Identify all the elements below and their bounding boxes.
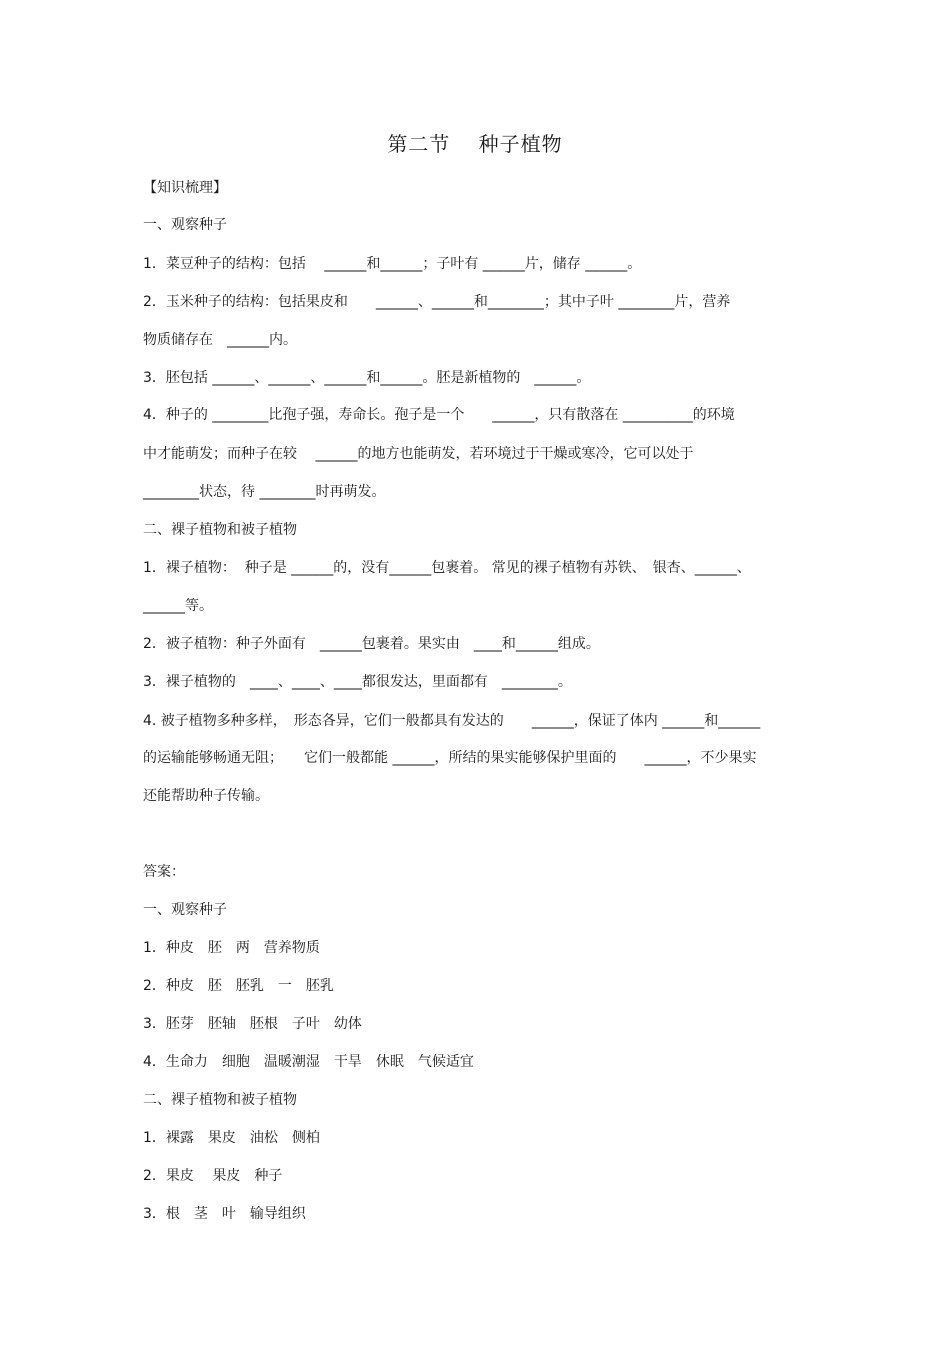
question-line: 4. 被子植物多种多样， 形态各异，它们一般都具有发达的 ______，保证了体内 ______和______	[143, 713, 761, 729]
question-line: 1．菜豆种子的结构：包括 ______和______；子叶有 ______片，储存 ______。	[143, 256, 642, 272]
question-line: 物质储存在 ______内。	[143, 332, 297, 348]
question-line: ______等。	[143, 598, 213, 614]
answer-line: 2．果皮 果皮 种子	[143, 1168, 283, 1184]
question-line: 的运输能够畅通无阻； 它们一般都能 ______，所结的果实能够保护里面的 ______，不少果实	[143, 750, 757, 766]
question-line: 2．玉米种子的结构：包括果皮和 ______、______和________；其中子叶 ________片，营养	[143, 294, 731, 310]
question-line: 2．被子植物：种子外面有 ______包裹着。果实由 ____和______组成。	[143, 636, 600, 652]
section-heading-knowledge: 【知识梳理】	[143, 180, 227, 196]
question-line: 3．裸子植物的 ____、____、____都很发达，里面都有 ________。	[143, 674, 572, 690]
question-line: ________状态，待 ________时再萌发。	[143, 484, 386, 500]
answer-line: 2．种皮 胚 胚乳 一 胚乳	[143, 978, 334, 994]
answer-line: 3．胚芽 胚轴 胚根 子叶 幼体	[143, 1016, 362, 1032]
answers-heading: 答案：	[143, 864, 185, 880]
heading-gymnosperms-angiosperms: 二、裸子植物和被子植物	[143, 522, 297, 538]
answers-heading-gymnosperms: 二、裸子植物和被子植物	[143, 1092, 297, 1108]
question-line: 还能帮助种子传输。	[143, 788, 269, 804]
question-line: 中才能萌发；而种子在较 ______的地方也能萌发，若环境过于干燥或寒冷，它可以处于	[143, 446, 694, 462]
answer-line: 4．生命力 细胞 温暖潮湿 干旱 休眠 气候适宜	[143, 1054, 474, 1070]
answers-heading-observe-seeds: 一、观察种子	[143, 902, 227, 918]
answer-line: 3．根 茎 叶 输导组织	[143, 1206, 306, 1222]
answer-line: 1．裸露 果皮 油松 侧柏	[143, 1130, 320, 1146]
answer-line: 1．种皮 胚 两 营养物质	[143, 940, 320, 956]
heading-observe-seeds: 一、观察种子	[143, 217, 227, 233]
question-line: 4．种子的 ________比孢子强，寿命长。孢子是一个 ______，只有散落在 __________的环境	[143, 407, 735, 423]
question-line: 1．裸子植物： 种子是 ______的，没有______包裹着。 常见的裸子植物有苏铁、 银杏、______、	[143, 560, 751, 576]
page-title: 第二节 种子植物	[387, 132, 563, 156]
question-line: 3．胚包括 ______、______、______和______。胚是新植物的 ______。	[143, 370, 591, 386]
